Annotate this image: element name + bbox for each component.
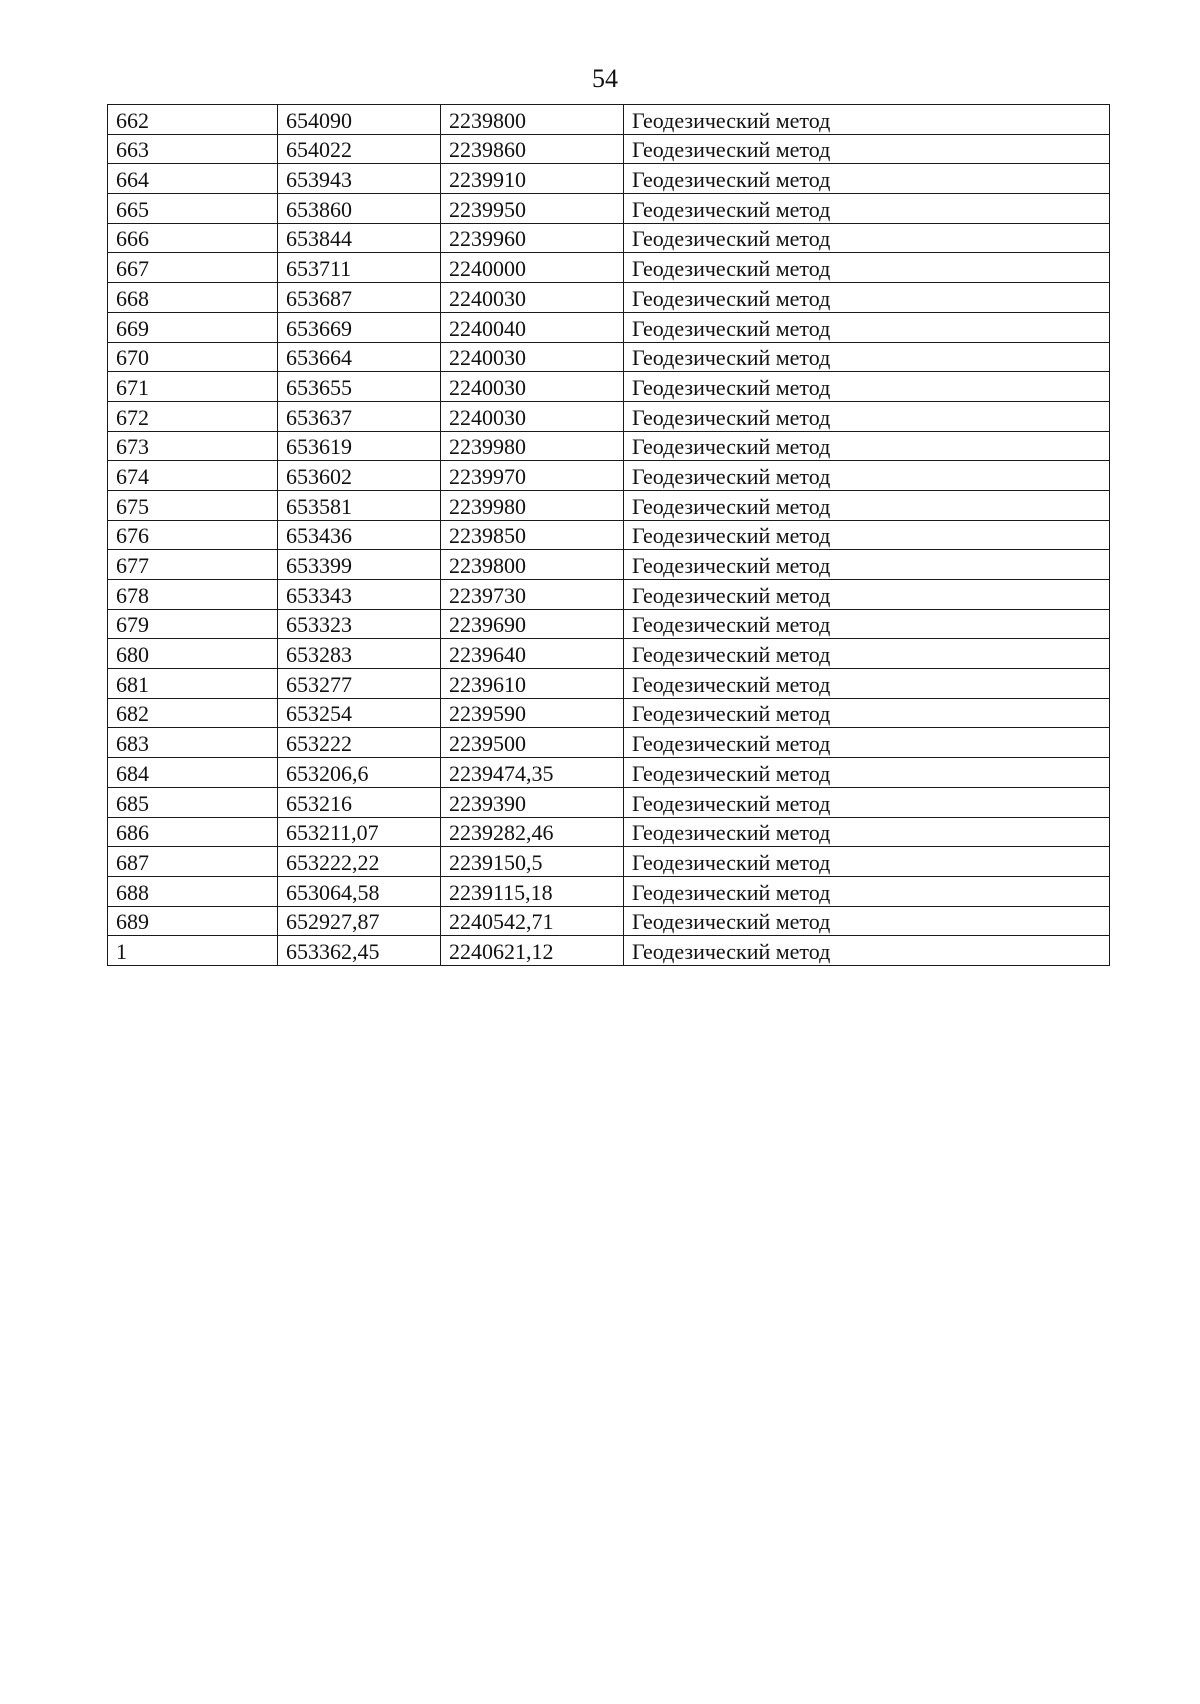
x-coordinate-cell: 653064,58 bbox=[278, 876, 441, 906]
y-coordinate-cell: 2240030 bbox=[441, 342, 624, 372]
x-coordinate-cell: 653222,22 bbox=[278, 847, 441, 877]
method-cell: Геодезический метод bbox=[624, 431, 1110, 461]
point-number-cell: 674 bbox=[108, 461, 278, 491]
y-coordinate-cell: 2240542,71 bbox=[441, 906, 624, 936]
y-coordinate-cell: 2239960 bbox=[441, 223, 624, 253]
y-coordinate-cell: 2239282,46 bbox=[441, 817, 624, 847]
y-coordinate-cell: 2240621,12 bbox=[441, 936, 624, 966]
y-coordinate-cell: 2239610 bbox=[441, 669, 624, 699]
table-row bbox=[108, 550, 1110, 580]
table-body bbox=[108, 105, 1110, 966]
method-cell: Геодезический метод bbox=[624, 728, 1110, 758]
method-cell: Геодезический метод bbox=[624, 134, 1110, 164]
point-number-cell: 663 bbox=[108, 134, 278, 164]
method-cell: Геодезический метод bbox=[624, 639, 1110, 669]
x-coordinate-cell: 653211,07 bbox=[278, 817, 441, 847]
point-number-cell: 669 bbox=[108, 312, 278, 342]
x-coordinate-cell: 653687 bbox=[278, 283, 441, 313]
x-coordinate-cell: 653323 bbox=[278, 609, 441, 639]
x-coordinate-cell: 653362,45 bbox=[278, 936, 441, 966]
y-coordinate-cell: 2239730 bbox=[441, 580, 624, 610]
y-coordinate-cell: 2239980 bbox=[441, 490, 624, 520]
table-row bbox=[108, 134, 1110, 164]
table-row bbox=[108, 283, 1110, 313]
x-coordinate-cell: 653343 bbox=[278, 580, 441, 610]
method-cell: Геодезический метод bbox=[624, 342, 1110, 372]
table-row bbox=[108, 105, 1110, 135]
method-cell: Геодезический метод bbox=[624, 105, 1110, 135]
y-coordinate-cell: 2240040 bbox=[441, 312, 624, 342]
x-coordinate-cell: 653602 bbox=[278, 461, 441, 491]
table-row bbox=[108, 342, 1110, 372]
table-row bbox=[108, 639, 1110, 669]
method-cell: Геодезический метод bbox=[624, 372, 1110, 402]
y-coordinate-cell: 2239950 bbox=[441, 194, 624, 224]
table-row bbox=[108, 520, 1110, 550]
method-cell: Геодезический метод bbox=[624, 876, 1110, 906]
table-row bbox=[108, 906, 1110, 936]
y-coordinate-cell: 2239474,35 bbox=[441, 758, 624, 788]
x-coordinate-cell: 653222 bbox=[278, 728, 441, 758]
point-number-cell: 682 bbox=[108, 698, 278, 728]
table-row bbox=[108, 669, 1110, 699]
point-number-cell: 684 bbox=[108, 758, 278, 788]
x-coordinate-cell: 652927,87 bbox=[278, 906, 441, 936]
x-coordinate-cell: 653711 bbox=[278, 253, 441, 283]
method-cell: Геодезический метод bbox=[624, 164, 1110, 194]
x-coordinate-cell: 653399 bbox=[278, 550, 441, 580]
y-coordinate-cell: 2239850 bbox=[441, 520, 624, 550]
x-coordinate-cell: 653206,6 bbox=[278, 758, 441, 788]
method-cell: Геодезический метод bbox=[624, 817, 1110, 847]
table-row bbox=[108, 253, 1110, 283]
method-cell: Геодезический метод bbox=[624, 669, 1110, 699]
y-coordinate-cell: 2239980 bbox=[441, 431, 624, 461]
table-row bbox=[108, 223, 1110, 253]
method-cell: Геодезический метод bbox=[624, 936, 1110, 966]
method-cell: Геодезический метод bbox=[624, 461, 1110, 491]
x-coordinate-cell: 653669 bbox=[278, 312, 441, 342]
point-number-cell: 688 bbox=[108, 876, 278, 906]
point-number-cell: 666 bbox=[108, 223, 278, 253]
y-coordinate-cell: 2239800 bbox=[441, 105, 624, 135]
table-row bbox=[108, 580, 1110, 610]
point-number-cell: 671 bbox=[108, 372, 278, 402]
coordinates-table bbox=[107, 104, 1110, 966]
method-cell: Геодезический метод bbox=[624, 758, 1110, 788]
x-coordinate-cell: 653581 bbox=[278, 490, 441, 520]
x-coordinate-cell: 653655 bbox=[278, 372, 441, 402]
point-number-cell: 673 bbox=[108, 431, 278, 461]
table-row bbox=[108, 401, 1110, 431]
method-cell: Геодезический метод bbox=[624, 787, 1110, 817]
point-number-cell: 689 bbox=[108, 906, 278, 936]
point-number-cell: 670 bbox=[108, 342, 278, 372]
table-row bbox=[108, 372, 1110, 402]
x-coordinate-cell: 653283 bbox=[278, 639, 441, 669]
point-number-cell: 667 bbox=[108, 253, 278, 283]
method-cell: Геодезический метод bbox=[624, 580, 1110, 610]
x-coordinate-cell: 653637 bbox=[278, 401, 441, 431]
y-coordinate-cell: 2240030 bbox=[441, 283, 624, 313]
table-row bbox=[108, 847, 1110, 877]
method-cell: Геодезический метод bbox=[624, 609, 1110, 639]
table-row bbox=[108, 936, 1110, 966]
y-coordinate-cell: 2239115,18 bbox=[441, 876, 624, 906]
table-row bbox=[108, 194, 1110, 224]
method-cell: Геодезический метод bbox=[624, 698, 1110, 728]
y-coordinate-cell: 2239500 bbox=[441, 728, 624, 758]
table-row bbox=[108, 490, 1110, 520]
method-cell: Геодезический метод bbox=[624, 847, 1110, 877]
point-number-cell: 677 bbox=[108, 550, 278, 580]
table-row bbox=[108, 609, 1110, 639]
point-number-cell: 685 bbox=[108, 787, 278, 817]
y-coordinate-cell: 2240000 bbox=[441, 253, 624, 283]
y-coordinate-cell: 2240030 bbox=[441, 401, 624, 431]
x-coordinate-cell: 654022 bbox=[278, 134, 441, 164]
point-number-cell: 680 bbox=[108, 639, 278, 669]
x-coordinate-cell: 653943 bbox=[278, 164, 441, 194]
x-coordinate-cell: 653277 bbox=[278, 669, 441, 699]
x-coordinate-cell: 653860 bbox=[278, 194, 441, 224]
method-cell: Геодезический метод bbox=[624, 312, 1110, 342]
y-coordinate-cell: 2239150,5 bbox=[441, 847, 624, 877]
x-coordinate-cell: 653664 bbox=[278, 342, 441, 372]
x-coordinate-cell: 654090 bbox=[278, 105, 441, 135]
point-number-cell: 678 bbox=[108, 580, 278, 610]
x-coordinate-cell: 653844 bbox=[278, 223, 441, 253]
y-coordinate-cell: 2239590 bbox=[441, 698, 624, 728]
point-number-cell: 681 bbox=[108, 669, 278, 699]
method-cell: Геодезический метод bbox=[624, 520, 1110, 550]
method-cell: Геодезический метод bbox=[624, 401, 1110, 431]
point-number-cell: 687 bbox=[108, 847, 278, 877]
method-cell: Геодезический метод bbox=[624, 194, 1110, 224]
method-cell: Геодезический метод bbox=[624, 490, 1110, 520]
table-row bbox=[108, 876, 1110, 906]
point-number-cell: 683 bbox=[108, 728, 278, 758]
y-coordinate-cell: 2239690 bbox=[441, 609, 624, 639]
y-coordinate-cell: 2239640 bbox=[441, 639, 624, 669]
x-coordinate-cell: 653216 bbox=[278, 787, 441, 817]
y-coordinate-cell: 2239800 bbox=[441, 550, 624, 580]
y-coordinate-cell: 2240030 bbox=[441, 372, 624, 402]
x-coordinate-cell: 653619 bbox=[278, 431, 441, 461]
method-cell: Геодезический метод bbox=[624, 253, 1110, 283]
method-cell: Геодезический метод bbox=[624, 550, 1110, 580]
y-coordinate-cell: 2239970 bbox=[441, 461, 624, 491]
y-coordinate-cell: 2239860 bbox=[441, 134, 624, 164]
point-number-cell: 1 bbox=[108, 936, 278, 966]
point-number-cell: 665 bbox=[108, 194, 278, 224]
table-row bbox=[108, 431, 1110, 461]
point-number-cell: 668 bbox=[108, 283, 278, 313]
point-number-cell: 662 bbox=[108, 105, 278, 135]
table-row bbox=[108, 787, 1110, 817]
method-cell: Геодезический метод bbox=[624, 906, 1110, 936]
table-row bbox=[108, 758, 1110, 788]
point-number-cell: 672 bbox=[108, 401, 278, 431]
point-number-cell: 676 bbox=[108, 520, 278, 550]
x-coordinate-cell: 653254 bbox=[278, 698, 441, 728]
table-row bbox=[108, 698, 1110, 728]
table-row bbox=[108, 461, 1110, 491]
point-number-cell: 664 bbox=[108, 164, 278, 194]
table-row bbox=[108, 728, 1110, 758]
method-cell: Геодезический метод bbox=[624, 283, 1110, 313]
point-number-cell: 675 bbox=[108, 490, 278, 520]
table-row bbox=[108, 817, 1110, 847]
table-row bbox=[108, 164, 1110, 194]
table-row bbox=[108, 312, 1110, 342]
page-number: 54 bbox=[592, 64, 618, 93]
method-cell: Геодезический метод bbox=[624, 223, 1110, 253]
point-number-cell: 679 bbox=[108, 609, 278, 639]
y-coordinate-cell: 2239910 bbox=[441, 164, 624, 194]
point-number-cell: 686 bbox=[108, 817, 278, 847]
y-coordinate-cell: 2239390 bbox=[441, 787, 624, 817]
x-coordinate-cell: 653436 bbox=[278, 520, 441, 550]
